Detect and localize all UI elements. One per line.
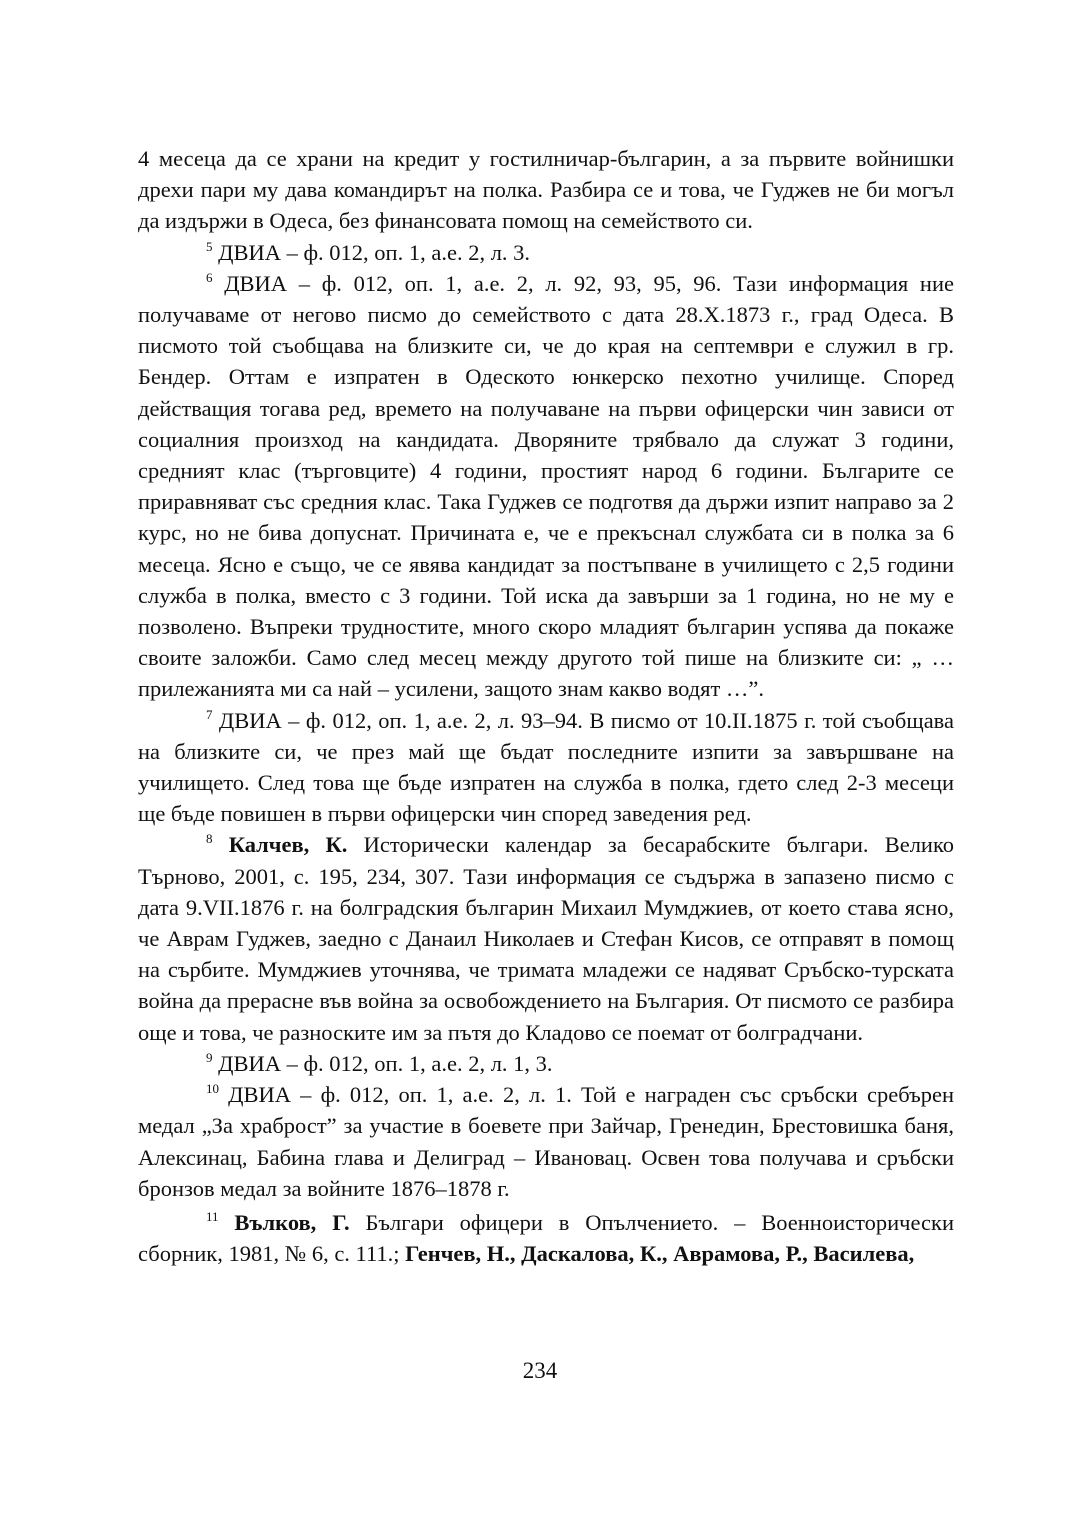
footnote-text: Българи офицери в Опълчението. – Военноисторически сборник, 1981, № 6, с. 111.; — [138, 1209, 955, 1267]
document-body — [138, 143, 954, 1269]
footnote-text: ДВИА – ф. 012, оп. 1, а.е. 2, л. 92, 93, 95, 96. Тази информация ние получаваме от негово писмо до семейството с дата 28.X.1873 г., град Одеса. В писмото той съобщава на близките си, че до края на септември е служил в гр. Бендер. Оттам е изпратен в Одеското юнкерско пехотно училище. Според действащия тогава ред, времето на получаване на първи офицерски чин зависи от социалния произход на кандидата. Дворяните трябвало да служат 3 години, средният клас (търговците) 4 години, простият народ 6 години. Българите се приравняват със средния клас. Така Гуджев се подготвя да държи изпит направо за 2 курс, но не бива допуснат. Причината е, че е прекъснал службата си в полка за 6 месеца. Ясно е също, че се явява кандидат за постъпване в училището с 2,5 години служба в полка, вместо с 3 години. Той иска да завърши за 1 година, но не му е позволено. Въпреки трудностите, много скоро младият българин успява да покаже своите заложби. Само след месец между другото той пише на близките си: „ … прилежанията ми са най – усилени, защото знам какво водят …”. — [138, 270, 955, 702]
footnote-number: 11 — [206, 1208, 219, 1224]
footnote-text: Исторически календар за бесарабските българи. Велико Търново, 2001, с. 195, 234, 307. Тази информация се съдържа в запазено писмо с дата 9.VII.1876 г. на болградския българин Михаил Мумджиев, от което става ясно, че Аврам Гуджев, заедно с Данаил Николаев и Стефан Кисов, се отправят в помощ на сърбите. Мумджиев уточнява, че тримата младежи се надяват Сръбско-турската война да прерасне във война за освобождението на България. От писмото се разбира още и това, че разноските им за пътя до Кладово се поемат от болградчани. — [138, 832, 955, 1045]
footnote-5 — [138, 237, 954, 268]
footnote-text: ДВИА – ф. 012, оп. 1, а.е. 2, л. 1, 3. — [218, 1050, 553, 1076]
footnote-text: ДВИА – ф. 012, оп. 1, а.е. 2, л. 93–94. В писмо от 10.II.1875 г. той съобщава на близките си, че през май ще бъдат последните изпити за завършване на училището. След това ще бъде изпратен на служба в полка, гдето след 2-3 месеци ще бъде повишен в първи офицерски чин според заведения ред. — [138, 707, 954, 827]
footnote-number: 5 — [206, 238, 213, 254]
footnote-number: 6 — [206, 269, 213, 285]
footnote-7 — [138, 705, 954, 830]
footnote-trailing-authors: Генчев, Н., Даскалова, К., Аврамова, Р., Василева, — [405, 1241, 915, 1267]
footnote-author: Вълков, Г. — [234, 1209, 350, 1235]
footnote-6 — [138, 268, 954, 705]
intro-paragraph: 4 месеца да се храни на кредит у гостилничар-българин, а за първите войнишки дрехи пари му дава командирът на полка. Разбира се и това, че Гуджев не би могъл да издържи в Одеса, без финансовата помощ на семейството си. — [138, 146, 954, 234]
footnote-text: ДВИА – ф. 012, оп. 1, а.е. 2, л. 1. Той е награден със сръбски сребърен медал „За храброст” за участие в боевете при Зайчар, Гренедин, Брестовишка баня, Алексинац, Бабина глава и Делиград – Ивановац. Освен това получава и сръбски бронзов медал за войните 1876–1878 г. — [138, 1082, 954, 1201]
footnote-number: 7 — [206, 706, 213, 722]
footnote-number: 10 — [206, 1081, 219, 1097]
footnote-11 — [138, 1207, 954, 1269]
footnote-number: 8 — [206, 831, 213, 847]
footnote-10 — [138, 1079, 954, 1204]
footnote-text: ДВИА – ф. 012, оп. 1, а.е. 2, л. 3. — [218, 239, 531, 265]
footnote-8 — [138, 829, 954, 1047]
footnote-number: 9 — [206, 1049, 213, 1065]
footnote-9 — [138, 1048, 954, 1079]
footnote-author: Калчев, К. — [228, 832, 348, 858]
page-number: 234 — [522, 1358, 558, 1383]
